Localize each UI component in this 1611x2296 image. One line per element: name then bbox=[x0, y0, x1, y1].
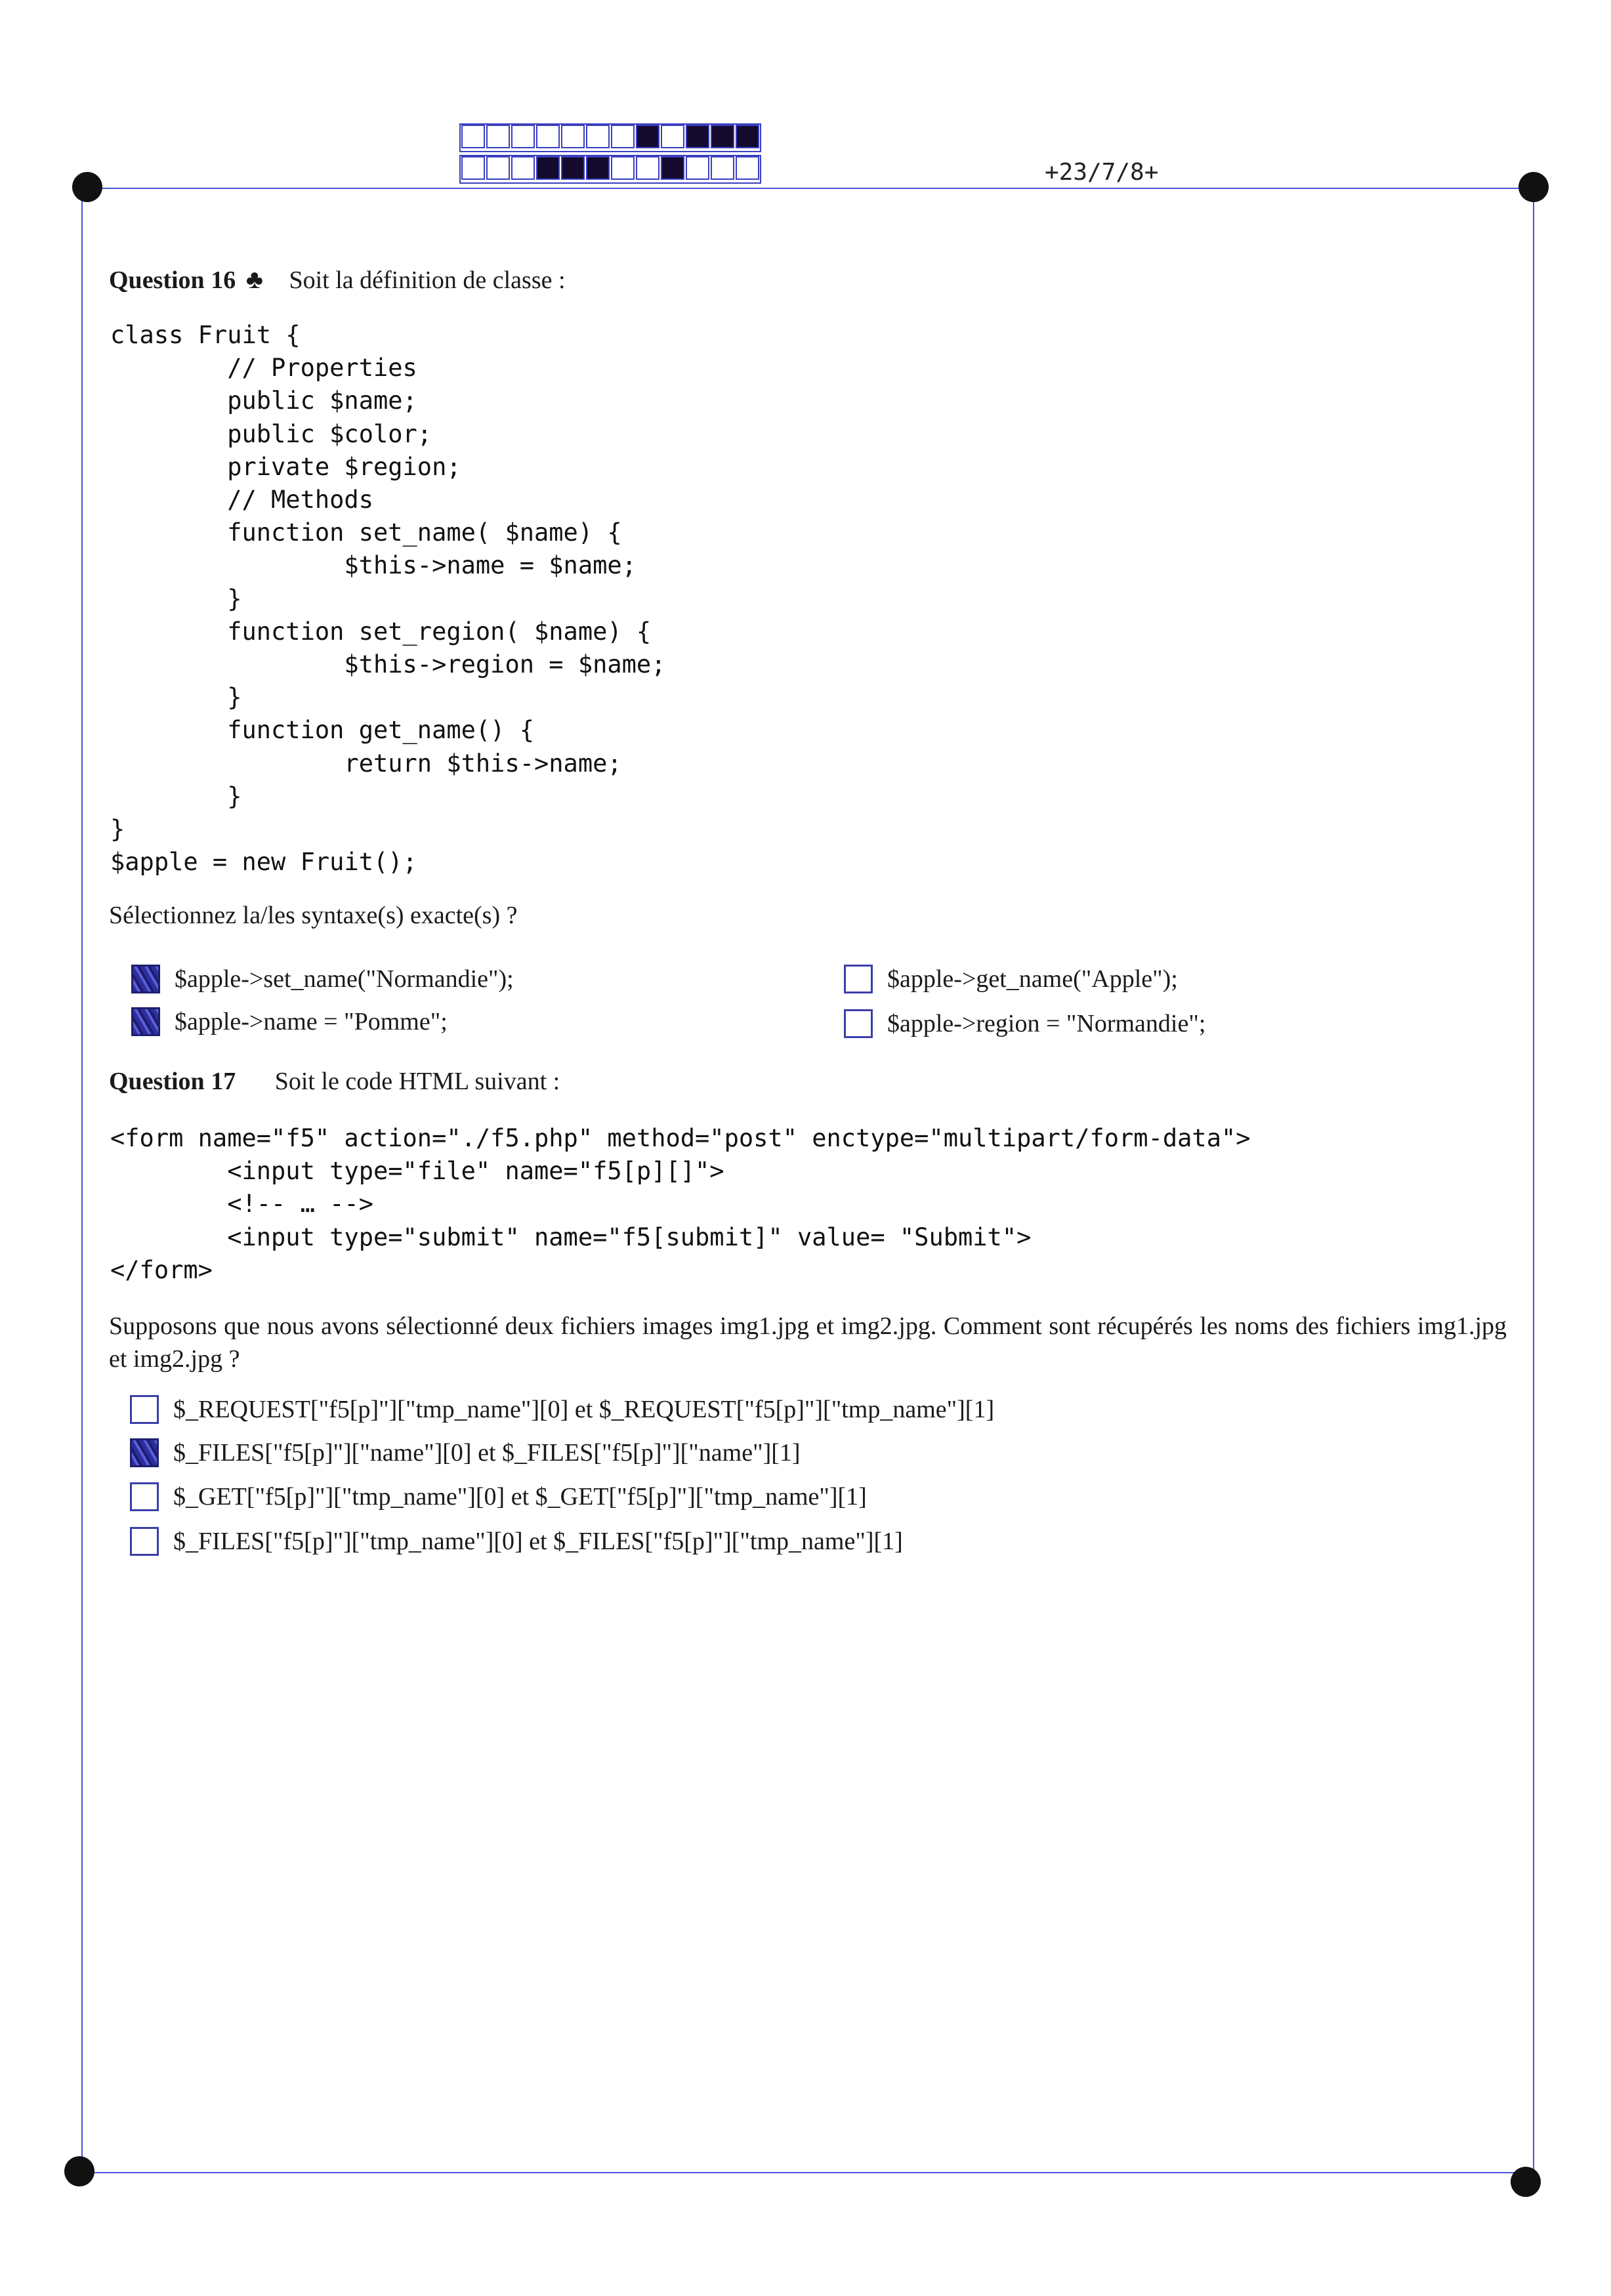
corner-mark-top-right bbox=[1518, 172, 1549, 202]
q17-answer-4[interactable] bbox=[130, 1527, 903, 1556]
answer-text: $apple->region = "Normandie"; bbox=[887, 1010, 1206, 1037]
answer-text: $_FILES["f5[p]"]["name"][0] et $_FILES["f5[p]"]["name"][1] bbox=[173, 1439, 801, 1467]
corner-mark-top-left bbox=[72, 172, 102, 202]
checkbox[interactable] bbox=[844, 965, 873, 993]
barcode-cell bbox=[586, 156, 610, 180]
answer-text: $apple->set_name("Normandie"); bbox=[175, 965, 514, 993]
frame-right bbox=[1533, 188, 1534, 2173]
question-16-header bbox=[109, 264, 566, 295]
barcode-cell bbox=[486, 125, 510, 148]
barcode-cell bbox=[661, 125, 684, 148]
checkbox[interactable] bbox=[130, 1482, 159, 1511]
answer-text: $apple->name = "Pomme"; bbox=[175, 1008, 448, 1035]
barcode-cell bbox=[661, 156, 684, 180]
barcode-cell bbox=[461, 125, 485, 148]
corner-mark-bottom-right bbox=[1511, 2167, 1541, 2197]
barcode-cell bbox=[611, 156, 635, 180]
frame-bottom bbox=[79, 2172, 1534, 2173]
checkbox[interactable] bbox=[131, 965, 160, 993]
q16-answer-4[interactable] bbox=[844, 1009, 1205, 1038]
q17-answer-1[interactable] bbox=[130, 1395, 994, 1424]
barcode-cell bbox=[736, 156, 759, 180]
q17-answer-3[interactable] bbox=[130, 1482, 867, 1511]
q16-answer-2[interactable] bbox=[131, 1007, 448, 1036]
q17-code-block: <form name="f5" action="./f5.php" method="post" enctype="multipart/form-data"> <input type="file" name="f5[p][]"> <!-- … --> <input type="submit" name="f5[submit]" value= "Submit"> </form> bbox=[110, 1124, 1251, 1284]
question-intro: Soit la définition de classe : bbox=[289, 266, 566, 294]
q16-prompt: Sélectionnez la/les syntaxe(s) exacte(s) ? bbox=[109, 902, 518, 929]
q16-answer-1[interactable] bbox=[131, 965, 514, 993]
answer-text: $apple->get_name("Apple"); bbox=[887, 965, 1178, 993]
frame-top bbox=[85, 188, 1536, 189]
answer-text: $_GET["f5[p]"]["tmp_name"][0] et $_GET["f5[p]"]["tmp_name"][1] bbox=[173, 1483, 867, 1511]
question-number: Question 16 bbox=[109, 266, 236, 294]
barcode-cell bbox=[686, 156, 709, 180]
question-17-header bbox=[109, 1067, 560, 1096]
barcode-cell bbox=[636, 156, 659, 180]
barcode-cell bbox=[736, 125, 759, 148]
corner-mark-bottom-left bbox=[64, 2156, 94, 2186]
barcode-cell bbox=[511, 156, 535, 180]
barcode-cell bbox=[586, 125, 610, 148]
barcode-row-bottom bbox=[459, 155, 761, 184]
checkbox[interactable] bbox=[131, 1007, 160, 1036]
question-number: Question 17 bbox=[109, 1068, 236, 1095]
barcode-cell bbox=[536, 125, 560, 148]
barcode-cell bbox=[561, 156, 585, 180]
barcode-cell bbox=[711, 156, 734, 180]
club-icon: ♣ bbox=[245, 264, 263, 294]
checkbox[interactable] bbox=[130, 1438, 159, 1467]
sheet-id: +23/7/8+ bbox=[1045, 159, 1159, 186]
frame-left bbox=[81, 188, 83, 2173]
question-intro: Soit le code HTML suivant : bbox=[274, 1068, 560, 1095]
checkbox[interactable] bbox=[130, 1395, 159, 1424]
q17-answer-2[interactable] bbox=[130, 1438, 801, 1467]
barcode-cell bbox=[486, 156, 510, 180]
barcode-cell bbox=[686, 125, 709, 148]
barcode-cell bbox=[461, 156, 485, 180]
checkbox[interactable] bbox=[130, 1527, 159, 1556]
barcode-row-top bbox=[459, 123, 761, 152]
checkbox[interactable] bbox=[844, 1009, 873, 1038]
barcode-cell bbox=[636, 125, 659, 148]
barcode-cell bbox=[561, 125, 585, 148]
barcode-cell bbox=[536, 156, 560, 180]
barcode-cell bbox=[711, 125, 734, 148]
answer-text: $_FILES["f5[p]"]["tmp_name"][0] et $_FILES["f5[p]"]["tmp_name"][1] bbox=[173, 1528, 903, 1555]
q16-answer-3[interactable] bbox=[844, 965, 1178, 993]
answer-text: $_REQUEST["f5[p]"]["tmp_name"][0] et $_REQUEST["f5[p]"]["tmp_name"][1] bbox=[173, 1396, 995, 1423]
q16-code-block: class Fruit { // Properties public $name; public $color; private $region; // Methods function set_name( $name) { $this->name = $name; } function set_region( $name) { $this->region = $name; } function get_name() { return $this->name; } } $apple = new Fruit(); bbox=[110, 321, 666, 877]
barcode-cell bbox=[511, 125, 535, 148]
barcode-cell bbox=[611, 125, 635, 148]
q17-prompt: Supposons que nous avons sélectionné deux fichiers images img1.jpg et img2.jpg. Comment sont récupérés les noms des fichiers img1.jpg et img2.jpg ? bbox=[109, 1312, 1507, 1373]
